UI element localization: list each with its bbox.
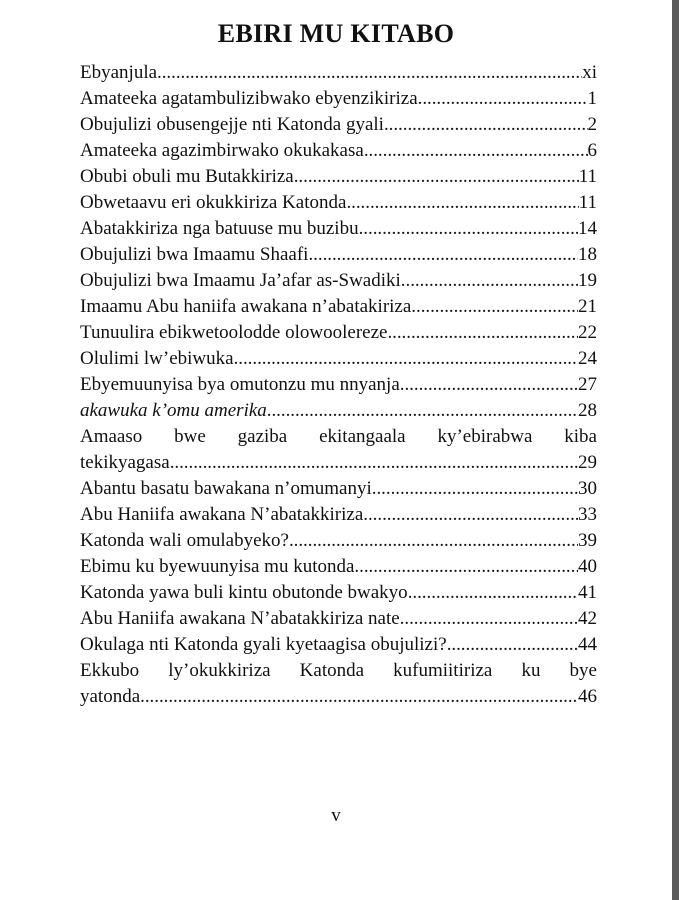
toc-entry bbox=[80, 320, 597, 346]
toc-entry-page: 6 bbox=[587, 140, 597, 161]
dot-leader bbox=[408, 580, 578, 606]
toc-entry-text: Obujulizi bwa Imaamu Shaafi bbox=[80, 244, 309, 265]
toc-entry bbox=[80, 684, 597, 710]
toc-entry-text: Amateeka agazimbirwako okukakasa bbox=[80, 140, 364, 161]
toc-entry-text: Tunuulira ebikwetoolodde olowoolereze bbox=[80, 322, 388, 343]
toc-entry-text: Obujulizi obusengejje nti Katonda gyali bbox=[80, 114, 384, 135]
toc-title: EBIRI MU KITABO bbox=[217, 19, 455, 48]
toc-entry-page: 28 bbox=[578, 400, 597, 421]
dot-leader bbox=[364, 138, 588, 164]
toc-entry-text: Ebyanjula bbox=[80, 62, 158, 83]
toc-entry-text: Amateeka agatambulizibwako ebyenzikiriza bbox=[80, 88, 418, 109]
toc-entry bbox=[80, 216, 597, 242]
toc-entry-text: Ebyemuunyisa bya omutonzu mu nnyanja bbox=[80, 374, 400, 395]
dot-leader bbox=[400, 606, 578, 632]
toc-entry bbox=[80, 268, 597, 294]
toc-entry bbox=[80, 502, 597, 528]
table-of-contents bbox=[80, 60, 597, 710]
dot-leader bbox=[170, 450, 578, 476]
toc-entry bbox=[80, 242, 597, 268]
toc-entry-page: xi bbox=[582, 62, 597, 83]
toc-entry bbox=[80, 554, 597, 580]
toc-entry-text: Abu Haniifa awakana N’abatakkiriza bbox=[80, 504, 364, 525]
toc-entry bbox=[80, 580, 597, 606]
toc-entry bbox=[80, 476, 597, 502]
toc-entry-text: Ebimu ku byewuunyisa mu kutonda bbox=[80, 556, 355, 577]
dot-leader bbox=[234, 346, 578, 372]
toc-entry-page: 33 bbox=[578, 504, 597, 525]
toc-entry-page: 22 bbox=[578, 322, 597, 343]
toc-entry-page: 41 bbox=[578, 582, 597, 603]
toc-entry bbox=[80, 528, 597, 554]
dot-leader bbox=[400, 372, 578, 398]
toc-entry-text: tekikyagasa bbox=[80, 452, 170, 473]
toc-entry bbox=[80, 606, 597, 632]
toc-entry-page: 18 bbox=[578, 244, 597, 265]
dot-leader bbox=[363, 502, 578, 528]
dot-leader bbox=[294, 164, 579, 190]
dot-leader bbox=[447, 632, 578, 658]
toc-entry-text: Obubi obuli mu Butakkiriza bbox=[80, 166, 294, 187]
toc-entry bbox=[80, 450, 597, 476]
dot-leader bbox=[267, 398, 578, 424]
toc-entry bbox=[80, 398, 597, 424]
toc-entry-page: 39 bbox=[578, 530, 597, 551]
toc-entry bbox=[80, 632, 597, 658]
toc-entry-text: akawuka k’omu amerika bbox=[80, 400, 267, 421]
dot-leader bbox=[157, 60, 582, 86]
toc-entry-page: 11 bbox=[578, 192, 597, 213]
toc-entry-page: 11 bbox=[578, 166, 597, 187]
toc-entry-page: 24 bbox=[578, 348, 597, 369]
dot-leader bbox=[308, 242, 578, 268]
page-edge-border bbox=[672, 0, 679, 900]
toc-entry-text-first-line: Ekkubo ly’okukkiriza Katonda kufumiitiriza ku bye bbox=[80, 660, 597, 681]
toc-entry-page: 44 bbox=[578, 634, 597, 655]
toc-entry-page: 27 bbox=[578, 374, 597, 395]
toc-entry-text: Imaamu Abu haniifa awakana n’abatakiriza bbox=[80, 296, 412, 317]
toc-entry bbox=[80, 372, 597, 398]
dot-leader bbox=[346, 190, 578, 216]
toc-entry-page: 19 bbox=[578, 270, 597, 291]
toc-entry bbox=[80, 112, 597, 138]
toc-entry-text: Katonda wali omulabyeko? bbox=[80, 530, 289, 551]
toc-entry bbox=[80, 86, 597, 112]
toc-entry bbox=[80, 294, 597, 320]
toc-entry-text: Okulaga nti Katonda gyali kyetaagisa obujulizi? bbox=[80, 634, 447, 655]
dot-leader bbox=[354, 554, 578, 580]
dot-leader bbox=[372, 476, 578, 502]
toc-entry-page: 29 bbox=[578, 452, 597, 473]
toc-entry-text: Katonda yawa buli kintu obutonde bwakyo bbox=[80, 582, 408, 603]
dot-leader bbox=[289, 528, 578, 554]
toc-entry-page: 30 bbox=[578, 478, 597, 499]
toc-entry-text: Abatakkiriza nga batuuse mu buzibu bbox=[80, 218, 359, 239]
toc-entry bbox=[80, 190, 597, 216]
toc-entry bbox=[80, 164, 597, 190]
dot-leader bbox=[401, 268, 578, 294]
toc-entry-page: 2 bbox=[587, 114, 597, 135]
dot-leader bbox=[384, 112, 588, 138]
dot-leader bbox=[387, 320, 578, 346]
toc-entry-text: Obwetaavu eri okukkiriza Katonda bbox=[80, 192, 347, 213]
toc-entry-text: Abantu basatu bawakana n’omumanyi bbox=[80, 478, 372, 499]
page-number-folio: v bbox=[331, 805, 341, 826]
dot-leader bbox=[411, 294, 578, 320]
toc-entry-text-first-line: Amaaso bwe gaziba ekitangaala ky’ebirabwa kiba bbox=[80, 426, 597, 447]
toc-entry-text: Obujulizi bwa Imaamu Ja’afar as-Swadiki bbox=[80, 270, 401, 291]
toc-entry-page: 40 bbox=[578, 556, 597, 577]
dot-leader bbox=[140, 684, 578, 710]
toc-entry bbox=[80, 138, 597, 164]
toc-entry-page: 14 bbox=[578, 218, 597, 239]
toc-entry-page: 46 bbox=[578, 686, 597, 707]
toc-entry-text: Abu Haniifa awakana N’abatakkiriza nate bbox=[80, 608, 400, 629]
toc-entry-page: 1 bbox=[587, 88, 597, 109]
toc-entry bbox=[80, 346, 597, 372]
toc-entry-text: Olulimi lw’ebiwuka bbox=[80, 348, 234, 369]
toc-entry bbox=[80, 60, 597, 86]
toc-entry-page: 42 bbox=[578, 608, 597, 629]
toc-entry-text: yatonda bbox=[80, 686, 141, 707]
dot-leader bbox=[359, 216, 578, 242]
dot-leader bbox=[418, 86, 588, 112]
toc-entry-page: 21 bbox=[578, 296, 597, 317]
